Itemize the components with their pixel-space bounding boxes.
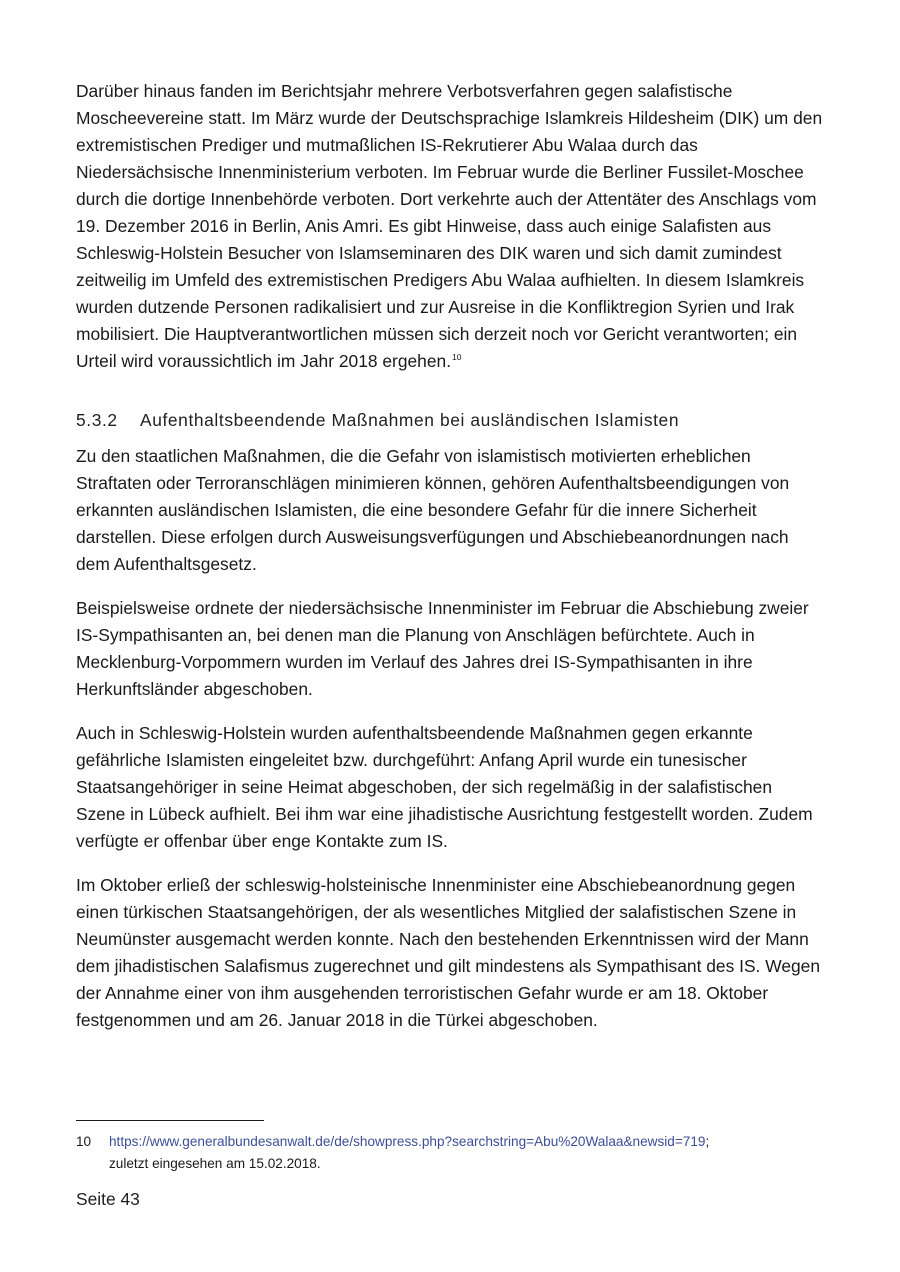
footnote-separator: [76, 1120, 264, 1121]
footnote-reference[interactable]: 10: [452, 352, 462, 362]
page-number: Seite 43: [76, 1189, 140, 1209]
paragraph-october-deportation: Im Oktober erließ der schleswig-holsteinische Innenminister eine Abschiebeanordnung gegen einen türkischen Staatsangehörigen, der als wesentliches Mitglied der salafistischen Szene in Neumünster ausgemacht werden konnte. Nach den bestehenden Erkenntnissen wird der Mann dem jihadistischen Salafismus zugerechnet und gilt mindestens als Sympathisant des IS. Wegen der Annahme einer von ihm ausgehenden terroristischen Gefahr wurde er am 18. Oktober festgenommen und am 26. Januar 2018 in die Türkei abgeschoben.: [76, 875, 821, 1030]
paragraph-dik-ban: [76, 78, 824, 375]
main-content: [76, 78, 824, 1051]
paragraph-text: Darüber hinaus fanden im Berichtsjahr mehrere Verbotsverfahren gegen salafistische Moscheevereine statt. Im März wurde der Deutschsprachige Islamkreis Hildesheim (DIK) um den extremistischen Prediger und mutmaßlichen IS-Rekrutierer Abu Walaa durch das Niedersächsische Innenministerium verboten. Im Februar wurde die Berliner Fussilet-Moschee durch die dortige Innenbehörde verboten. Dort verkehrte auch der Attentäter des Anschlags vom 19. Dezember 2016 in Berlin, Anis Amri. Es gibt Hinweise, dass auch einige Salafisten aus Schleswig-Holstein Besucher von Islamseminaren des DIK waren und sich damit zumindest zeitweilig im Umfeld des extremistischen Predigers Abu Walaa aufhielten. In diesem Islamkreis wurden dutzende Personen radikalisiert und zur Ausreise in die Konfliktregion Syrien und Irak mobilisiert. Die Hauptverantwortlichen müssen sich derzeit noch vor Gericht verantworten; ein Urteil wird voraussichtlich im Jahr 2018 ergehen.: [76, 81, 823, 371]
footnote-number: 10: [76, 1134, 92, 1149]
paragraph-examples: Beispielsweise ordnete der niedersächsische Innenminister im Februar die Abschiebung zweier IS-Sympathisanten an, bei denen man die Planung von Anschlägen befürchtete. Auch in Mecklenburg-Vorpommern wurden im Verlauf des Jahres drei IS-Sympathisanten in ihre Herkunftsländer abgeschoben.: [76, 598, 809, 699]
footnote-link[interactable]: https://www.generalbundesanwalt.de/de/showpress.php?searchstring=Abu%20Walaa&newsid=719: [109, 1134, 706, 1149]
section-number: 5.3.2: [76, 410, 118, 430]
paragraph-measures: Zu den staatlichen Maßnahmen, die die Gefahr von islamistisch motivierten erheblichen Straftaten oder Terroranschlägen minimieren können, gehören Aufenthaltsbeendigungen von erkannten ausländischen Islamisten, die eine besondere Gefahr für die innere Sicherheit darstellen. Diese erfolgen durch Ausweisungsverfügungen und Abschiebeanordnungen nach dem Aufenthaltsgesetz.: [76, 446, 790, 574]
footnote-body: [109, 1131, 709, 1175]
footnote-link-suffix: ;: [705, 1134, 710, 1149]
footnote: [76, 1131, 836, 1175]
section-heading: [76, 405, 824, 435]
section-title: Aufenthaltsbeendende Maßnahmen bei ausländischen Islamisten: [140, 410, 680, 430]
paragraph-schleswig-holstein: Auch in Schleswig-Holstein wurden aufenthaltsbeendende Maßnahmen gegen erkannte gefährliche Islamisten eingeleitet bzw. durchgeführt: Anfang April wurde ein tunesischer Staatsangehöriger in seine Heimat abgeschoben, der sich regelmäßig in der salafistischen Szene in Lübeck aufhielt. Bei ihm war eine jihadistische Ausrichtung festgestellt worden. Zudem verfügte er offenbar über enge Kontakte zum IS.: [76, 723, 813, 851]
footnote-note: zuletzt eingesehen am 15.02.2018.: [109, 1156, 321, 1171]
